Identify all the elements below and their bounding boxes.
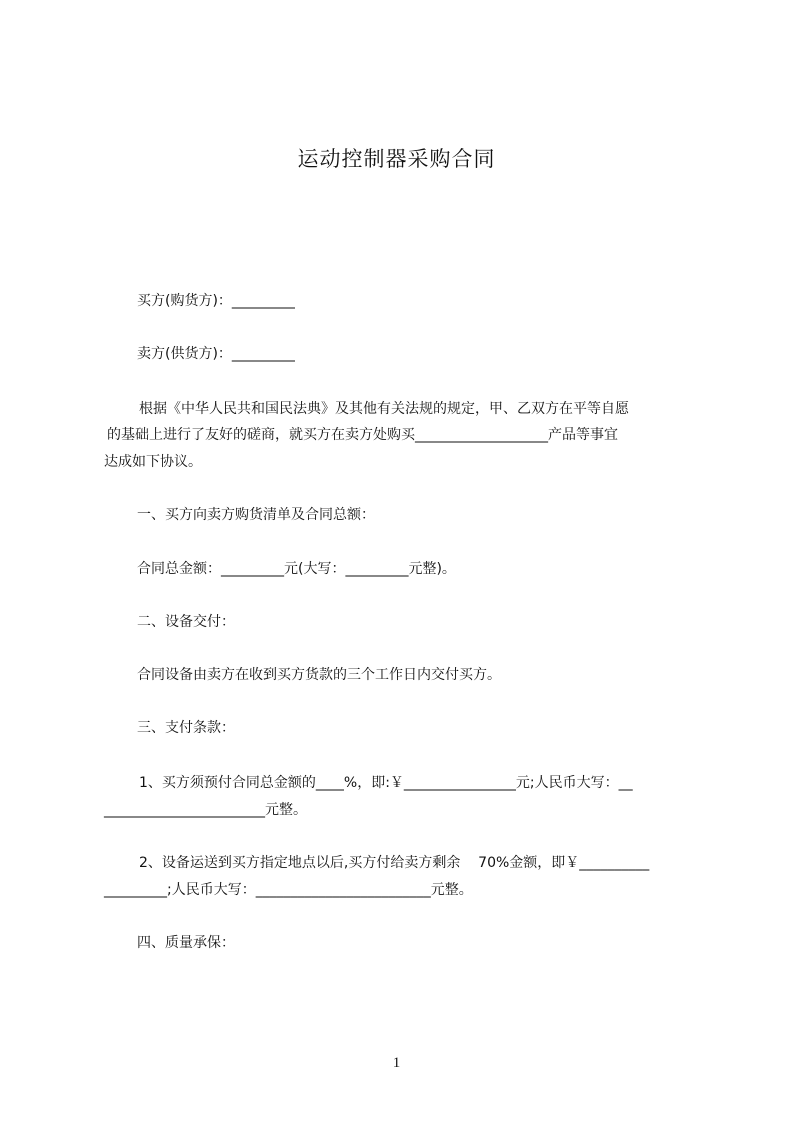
payment-item-2-line-1: 2、设备运送到买方指定地点以后,买方付给卖方剩余 70%金额，即￥__________ [139, 855, 650, 871]
section-4-heading: 四、质量承保： [137, 935, 235, 951]
page-title: 运动控制器采购合同 [297, 147, 496, 171]
preamble-line-1: 根据《中华人民共和国民法典》及其他有关法规的规定，甲、乙双方在平等自愿 [139, 401, 629, 417]
preamble-line-3: 达成如下协议。 [104, 454, 202, 470]
page-number: 1 [392, 1055, 401, 1071]
seller-line: 卖方(供货方)：_________ [137, 346, 295, 362]
payment-item-1-line-2: _______________________元整。 [104, 802, 307, 818]
section-2-heading: 二、设备交付： [137, 614, 235, 630]
payment-item-1-line-1: 1、买方须预付合同总金额的____%，即:￥________________元;人民币大写：__ [139, 775, 633, 791]
preamble-line-2: 的基础上进行了友好的磋商，就买方在卖方处购买___________________产品等事宜 [107, 427, 618, 443]
section-3-heading: 三、支付条款： [137, 720, 235, 736]
payment-item-2-line-2: _________;人民币大写：_________________________元整。 [104, 882, 473, 898]
buyer-line: 买方(购货方)：_________ [137, 293, 295, 309]
delivery-terms-text: 合同设备由卖方在收到买方货款的三个工作日内交付买方。 [137, 667, 501, 683]
section-1-heading: 一、买方向卖方购货清单及合同总额： [137, 507, 375, 523]
contract-total-line: 合同总金额：_________元(大写：_________元整)。 [137, 561, 456, 577]
